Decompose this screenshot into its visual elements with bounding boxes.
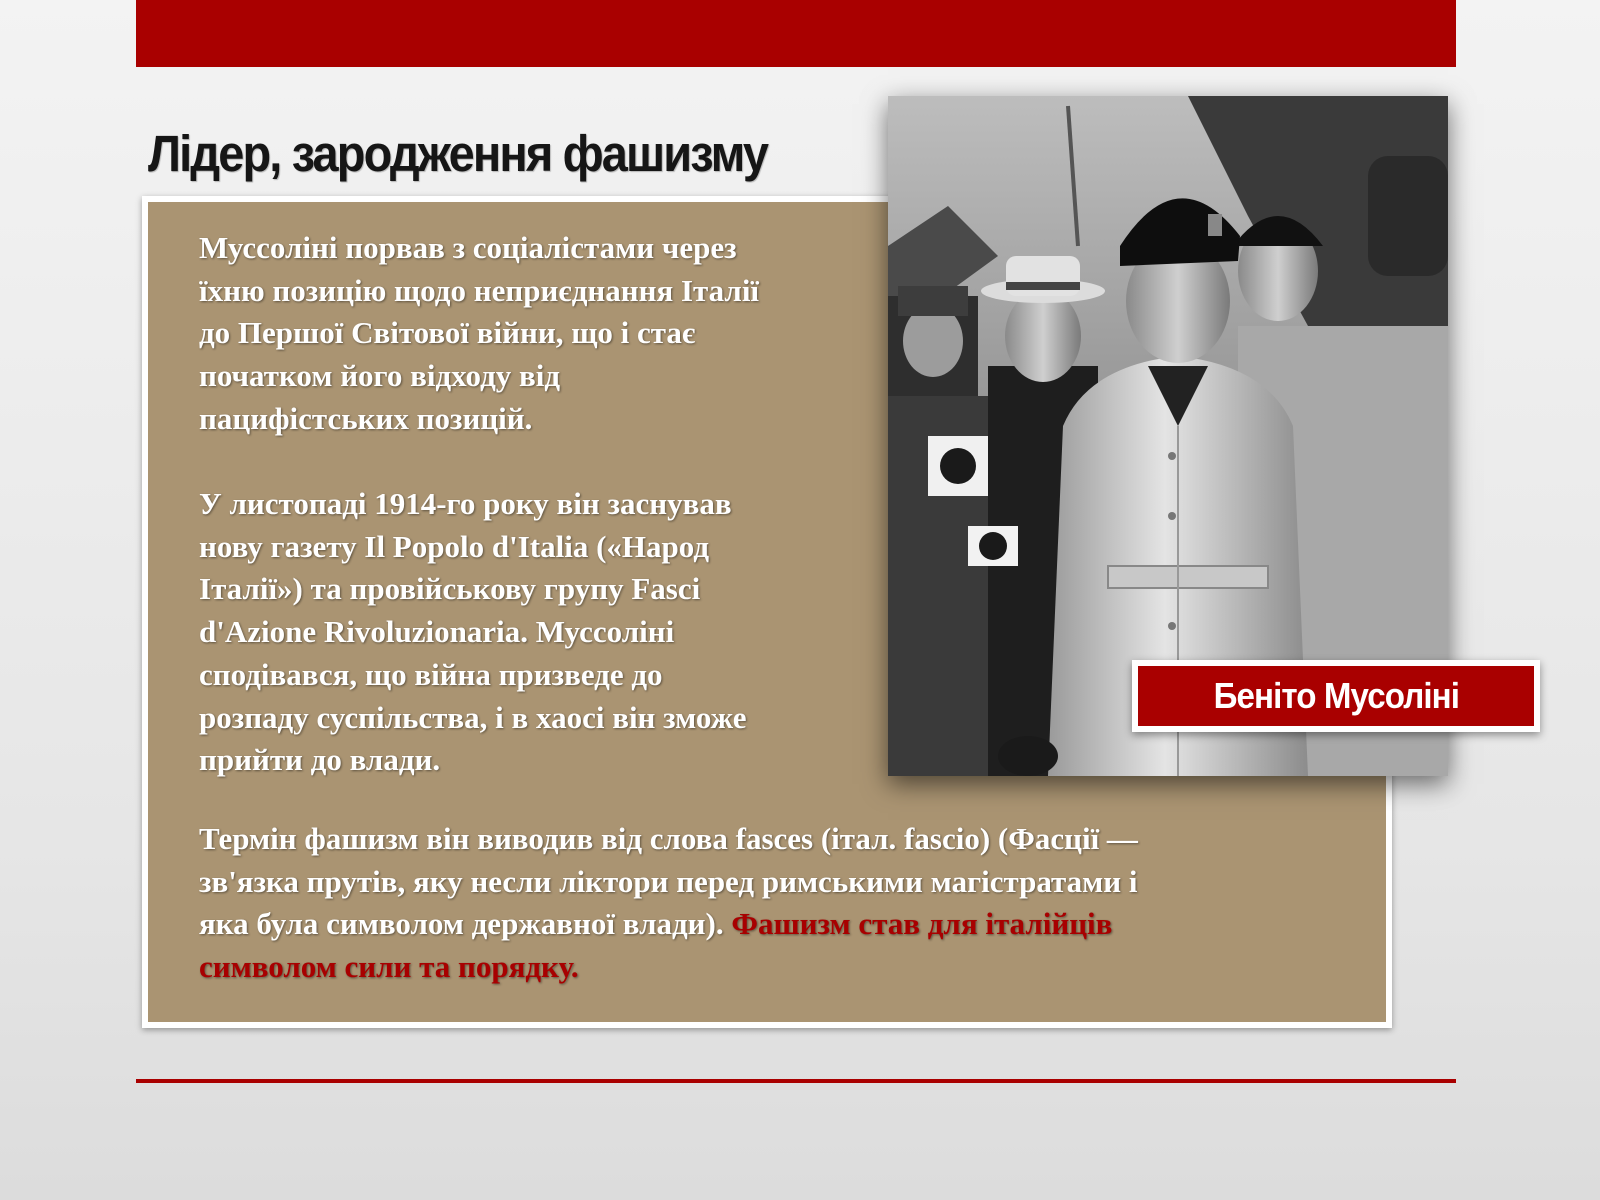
paragraph-3 <box>199 818 1319 989</box>
paragraph-2-line: нову газету Il Popolo d'Italia («Народ <box>199 528 710 564</box>
paragraph-1-line: до Першої Світової війни, що і стає <box>199 315 696 351</box>
paragraph-3-line: зв'язка прутів, яку несли ліктори перед римськими магістратами і <box>199 863 1138 899</box>
bottom-accent-line <box>136 1079 1456 1083</box>
paragraph-3-line: Термін фашизм він виводив від слова fasces (італ. fascio) (Фасції — <box>199 821 1138 856</box>
paragraph-2-line: Італії») та провійськову групу Fasci <box>199 571 701 607</box>
paragraph-2-line: У листопаді 1914-го року він заснував <box>199 486 732 521</box>
paragraph-2-line: d'Azione Rivoluzionaria. Муссоліні <box>199 614 675 650</box>
photo-caption <box>1132 660 1540 732</box>
paragraph-2 <box>199 483 879 782</box>
paragraph-2-line: сподівався, що війна призведе до <box>199 656 663 692</box>
caption-text: Беніто Мусоліні <box>1213 675 1459 716</box>
paragraph-1-line: початком його відходу від <box>199 358 561 394</box>
paragraph-1-line: Муссоліні порвав з соціалістами через <box>199 230 737 265</box>
paragraph-1-line: їхню позицію щодо неприєднання Італії <box>199 272 760 308</box>
paragraph-1-line: пацифістських позицій. <box>199 400 533 436</box>
paragraph-3-line <box>199 903 1319 946</box>
highlight-text: Фашизм став для італійців <box>731 906 1113 942</box>
highlight-text: символом сили та порядку. <box>199 949 579 985</box>
top-accent-bar <box>136 0 1456 67</box>
paragraph-2-line: прийти до влади. <box>199 742 441 778</box>
paragraph-3-text: яка була символом державної влади). <box>199 906 732 942</box>
paragraph-2-line: розпаду суспільства, і в хаосі він зможе <box>199 699 747 735</box>
slide-title: Лідер, зародження фашизму <box>148 125 768 182</box>
paragraph-1 <box>199 227 879 441</box>
